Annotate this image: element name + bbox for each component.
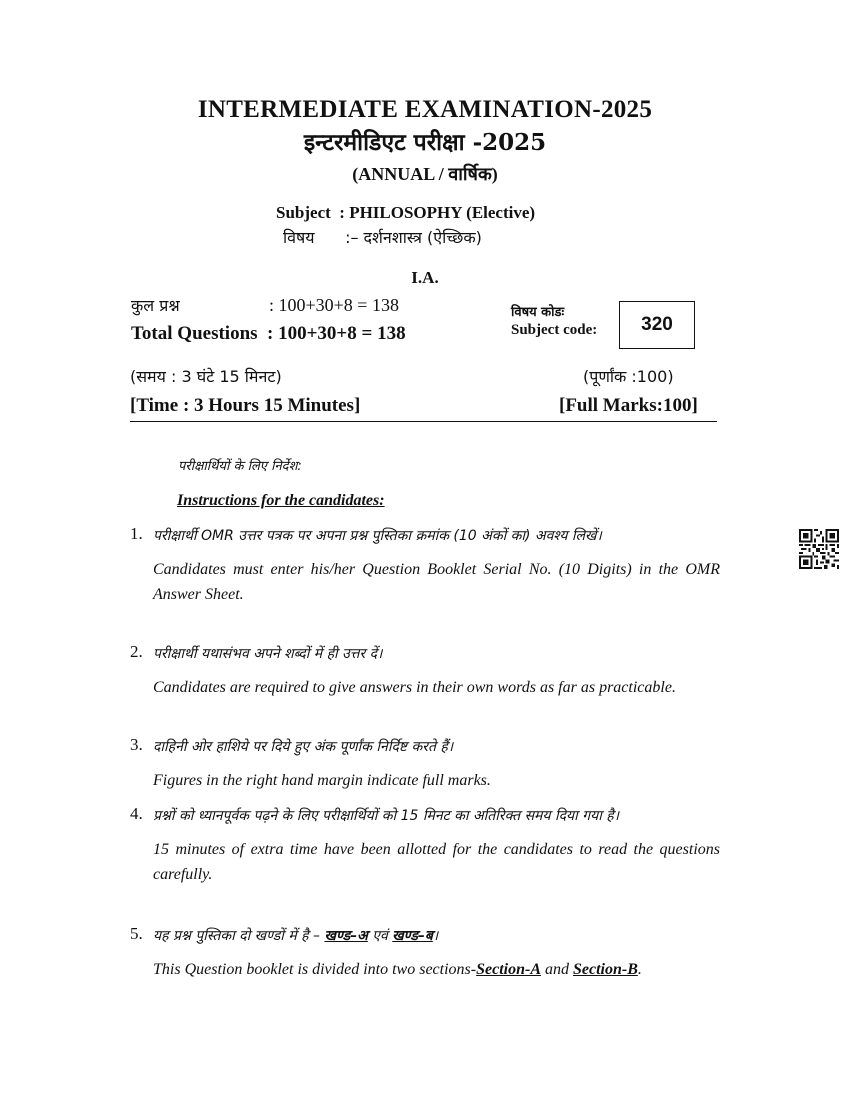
instruction-item-1 [130, 524, 720, 607]
instruction-english: Candidates must enter his/her Question Booklet Serial No. (10 Digits) in the OMR Answer Sheet. [153, 561, 720, 603]
instruction-hindi: परीक्षार्थी OMR उत्तर पत्रक पर अपना प्रश्न पुस्तिका क्रमांक (10 अंकों का) अवश्य लिखें। [153, 528, 602, 544]
instruction-item-5 [130, 924, 720, 982]
instruction-number: 2. [130, 642, 143, 661]
qr-code-icon [799, 529, 839, 569]
instruction-english [153, 957, 720, 982]
instruction-number: 3. [130, 735, 143, 754]
instructions-heading-hindi: परीक्षार्थियों के लिए निर्देश: [178, 459, 302, 474]
subject-code-label-english: Subject code: [511, 322, 598, 338]
subject-code-box: 320 [619, 301, 695, 349]
instruction-hindi: दाहिनी ओर हाशिये पर दिये हुए अंक पूर्णांक निर्दिष्ट करते हैं। [153, 739, 454, 755]
instruction-hindi: प्रश्नों को ध्यानपूर्वक पढ़ने के लिए परीक्षार्थियों को 15 मिनट का अतिरिक्त समय दिया गया है। [153, 808, 620, 824]
subject-english: Subject : PHILOSOPHY (Elective) [276, 203, 536, 222]
instruction-item-2 [130, 642, 720, 700]
instruction-english-mid: and [540, 961, 573, 978]
exam-title-hindi: इन्टरमीडिएट परीक्षा -2025 [303, 129, 547, 156]
total-questions-hindi-label: कुल प्रश्न [131, 296, 180, 315]
instruction-number: 4. [130, 804, 143, 823]
subject-hindi: विषय :– दर्शनशास्त्र (ऐच्छिक) [283, 228, 482, 247]
full-marks-english: [Full Marks:100] [559, 395, 698, 416]
instruction-english: Candidates are required to give answers in their own words as far as practicable. [153, 679, 676, 696]
total-questions-hindi-value: : 100+30+8 = 138 [269, 295, 399, 315]
instruction-english-suffix: . [637, 961, 642, 978]
instruction-english: 15 minutes of extra time have been allotted for the candidates to read the questions carefully. [153, 841, 720, 883]
instruction-hindi-prefix: यह प्रश्न पुस्तिका दो खण्डों में है – [153, 928, 325, 944]
time-english: [Time : 3 Hours 15 Minutes] [130, 395, 361, 416]
instruction-hindi: परीक्षार्थी यथासंभव अपने शब्दों में ही उत्तर दें। [153, 646, 383, 662]
stream-label: I.A. [411, 268, 439, 287]
section-b-english: Section-B [572, 961, 638, 978]
instruction-number: 5. [130, 924, 143, 943]
instruction-hindi [153, 924, 720, 949]
instruction-hindi-suffix: । [432, 928, 439, 944]
section-a-hindi: खण्ड–अ [324, 928, 368, 944]
subject-code-label-hindi: विषय कोडः [511, 305, 565, 320]
instruction-number: 1. [130, 524, 143, 543]
time-hindi: (समय : 3 घंटे 15 मिनट) [130, 367, 282, 386]
instruction-item-4 [130, 804, 720, 887]
exam-title-english: INTERMEDIATE EXAMINATION-2025 [197, 96, 653, 123]
instruction-english-prefix: This Question booklet is divided into two sections- [153, 961, 477, 978]
total-questions-english: Total Questions : 100+30+8 = 138 [131, 323, 406, 344]
full-marks-hindi: (पूर्णांक :100) [583, 367, 674, 386]
exam-type: (ANNUAL / वार्षिक) [352, 164, 498, 184]
header-divider [130, 421, 717, 422]
instruction-item-3 [130, 735, 720, 793]
section-a-english: Section-A [476, 961, 541, 978]
instruction-english: Figures in the right hand margin indicate full marks. [153, 772, 491, 789]
total-questions-hindi [131, 294, 399, 316]
instructions-heading-english: Instructions for the candidates: [177, 492, 385, 509]
section-b-hindi: खण्ड–ब [392, 928, 433, 944]
instruction-hindi-mid: एवं [367, 928, 393, 944]
